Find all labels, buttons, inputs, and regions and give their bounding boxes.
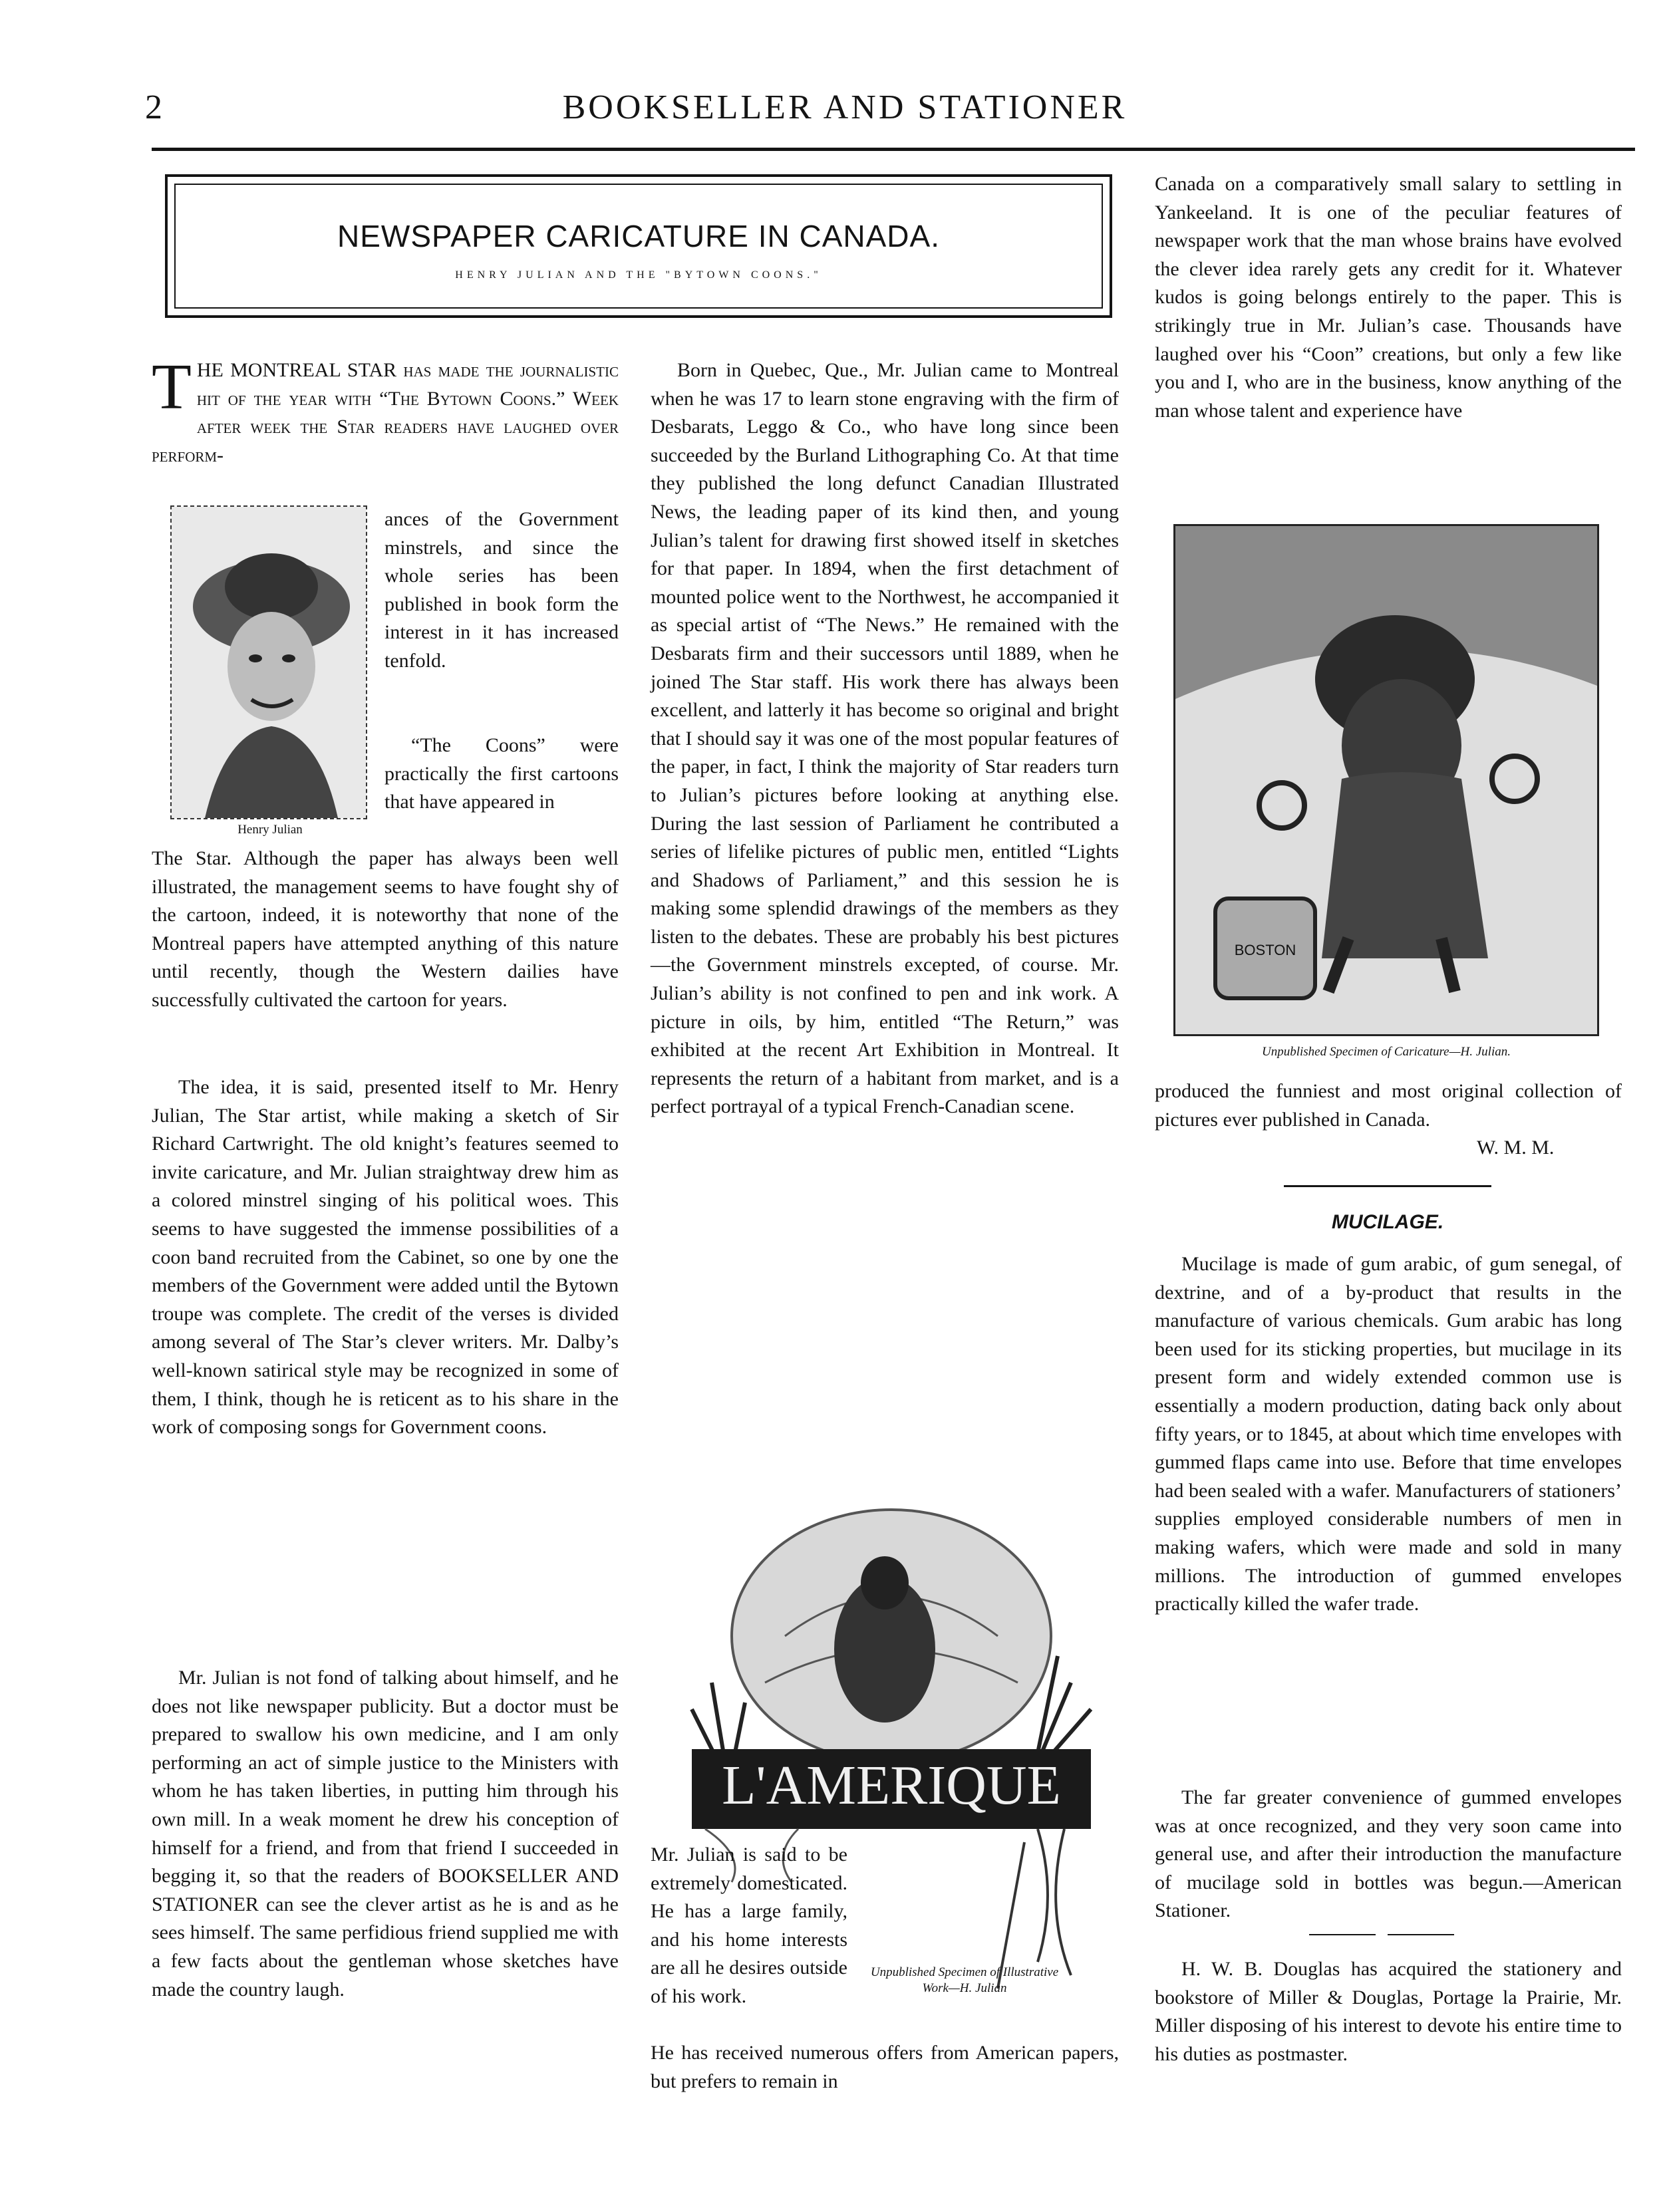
henry-julian-portrait [170,505,367,819]
caricature-illustration [1173,524,1599,1036]
col1-paragraph-4: Mr. Julian is not fond of talking about himself, and he does not like newspaper publicity. But a doctor must be prepared to swallow his own medicine, and I am only performing an act of simple justice to the Ministers with whom he has taken liberties, in putting him through his own mill. In a weak moment he drew his conception of himself for a friend, and from that friend I succeeded in begging it, so that the readers of BOOKSELLER AND STATIONER can see the clever artist as he is and as he sees himself. The same perfidious friend supplied me with a few facts about the gentleman whose sketches have made the country laugh. [152,1667,619,2001]
col1-p2-rest: The Star. Although the paper has always been well illustrated, the management seems to have fought shy of the cartoon, indeed, it is noteworthy that none of the Montreal papers have attempted anything of this nature until recently, though the Western dailies have successfully cultivated the cartoon for years. [152,847,619,1011]
header-rule [152,148,1635,151]
portrait-sketch-icon [172,507,366,818]
article-title: NEWSPAPER CARICATURE IN CANADA. [337,219,940,253]
notice-divider-right [1388,1934,1454,1935]
col1-lead-paragraph [152,351,619,470]
title-box [165,174,1112,318]
caricature-caption: Unpublished Specimen of Caricature—H. Julian. [1262,1045,1511,1059]
running-head: BOOKSELLER AND STATIONER [562,88,1128,126]
mucilage-paragraph-1: Mucilage is made of gum arabic, of gum senegal, of dextrine, and of a by-product that results in the manufacture of various chemicals. Gum arabic has long been used for its sticking properties, but mucilage in its present form and widely extended common use is essentially a modern production, dating back only about fifty years, or to 1845, at about which time envelopes with gummed flaps came into use. Before that time envelopes had been sealed with a wafer. Manufacturers of stationers’ supplies employed considerable numbers of men in making wafers, which were made and sold in many millions. The introduction of gummed envelopes practically killed the wafer trade. [1155,1253,1622,1615]
col1-paragraph-3: The idea, it is said, presented itself to Mr. Henry Julian, The Star artist, while making a sketch of Sir Richard Cartwright. The old knight’s features seemed to invite caricature, and Mr. Julian straightway drew him as a colored minstrel singing of his political woes. This seems to have suggested the immense possibilities of a coon band recruited from the Cabinet, so one by one the members of the Government were added until the Bytown troupe was complete. The credit of the verses is divided among several of The Star’s clever writers. Mr. Dalby’s well-known satirical style may be recognized in some of them, I think, though he is reticent as to his share in the work of composing songs for Government coons. [152,1076,619,1439]
col2-paragraph-1: Born in Quebec, Que., Mr. Julian came to Montreal when he was 17 to learn stone engraving with the firm of Desbarats, Leggo & Co., who have long since been succeeded by the Burland Lithographing Co. At that time they published the long defunct Canadian Illustrated News, the leading paper of its kind then, and young Julian’s talent for drawing first showed itself in sketches for that paper. In 1894, when the first detachment of mounted police went to the Northwest, he accompanied it as special artist of “The News.” He remained with the Desbarats firm and their successors until 1889, when he joined The Star staff. His work there has always been excellent, and latterly it has become so original and bright that I should say it was one of the most popular features of the paper, in fact, I think the majority of Star readers turn to Julian’s pictures before looking at anything else. During the last session of Parliament he contributed a series of lifelike pictures of public men, entitled “Lights and Shadows of Parliament,” and this session he is making some splendid drawings of the members as they listen to the debates. These are probably his best pictures—the Government minstrels excepted, of course. Mr. Julian’s ability is not confined to pen and ink work. A picture in oils, by him, entitled “The Return,” was exhibited at the recent Art Exhibition in Montreal. It represents the return of a habitant from market, and is a perfect portrayal of a typical French-Canadian scene. [651,359,1119,1118]
page-number: 2 [145,88,162,126]
col2-p2-wrap-text: Mr. Julian is said to be extremely domesticated. He has a large family, and his home interests are all he desires outside of his work. [651,1844,847,2007]
mucilage-heading: MUCILAGE. [1331,1211,1444,1233]
col1-p1-lead-text: HE MONTREAL STAR has made the journalistic hit of the year with “The Bytown Coons.” Week after week the Star readers have laughed over perform- [152,359,619,466]
col2-p2-rest: He has received numerous offers from American papers, but prefers to remain in [651,2042,1119,2092]
douglas-notice: H. W. B. Douglas has acquired the stationery and bookstore of Miller & Douglas, Portage la Prairie, Mr. Miller disposing of his interest to devote his entire time to his duties as postmaster. [1155,1958,1622,2065]
author-signature: W. M. M. [1477,1137,1555,1159]
col3-paragraph-2: produced the funniest and most original collection of pictures ever published in Canada. [1155,1080,1622,1131]
col1-p1-wrap-text: ances of the Government minstrels, and since the whole series has been published in book form the interest in it has increased tenfold. [384,508,619,672]
caricature-engraving-icon [1175,526,1597,1034]
article-subtitle: HENRY JULIAN AND THE "BYTOWN COONS." [455,269,822,281]
mucilage-paragraph-2: The far greater convenience of gummed envelopes was at once recognized, and they very soon came into general use, and after their introduction the manufacture of mucilage sold in bottles was begun.—American Stationer. [1155,1786,1622,1922]
section-divider [1284,1185,1491,1187]
lamerique-banner-text: L'AMERIQUE [722,1754,1061,1816]
barrel-label-text: BOSTON [1234,942,1296,958]
drop-cap: T [152,351,192,423]
col1-p2-wrap-text: “The Coons” were practically the first cartoons that have appeared in [384,734,619,813]
notice-divider-left [1309,1934,1376,1935]
illustration-caption: Unpublished Specimen of Illustrative Work—H. Julian [870,1965,1059,1995]
portrait-caption: Henry Julian [237,823,303,837]
col3-paragraph-1: Canada on a comparatively small salary to settling in Yankeeland. It is one of the peculiar features of newspaper work that the man whose brains have evolved the clever idea rarely gets any credit for it. Whatever kudos is going belongs entirely to the paper. This is strikingly true in Mr. Julian’s case. Thousands have laughed over his “Coon” creations, but only a few like you and I, who are in the business, know anything of the man whose talent and experience have [1155,173,1622,422]
